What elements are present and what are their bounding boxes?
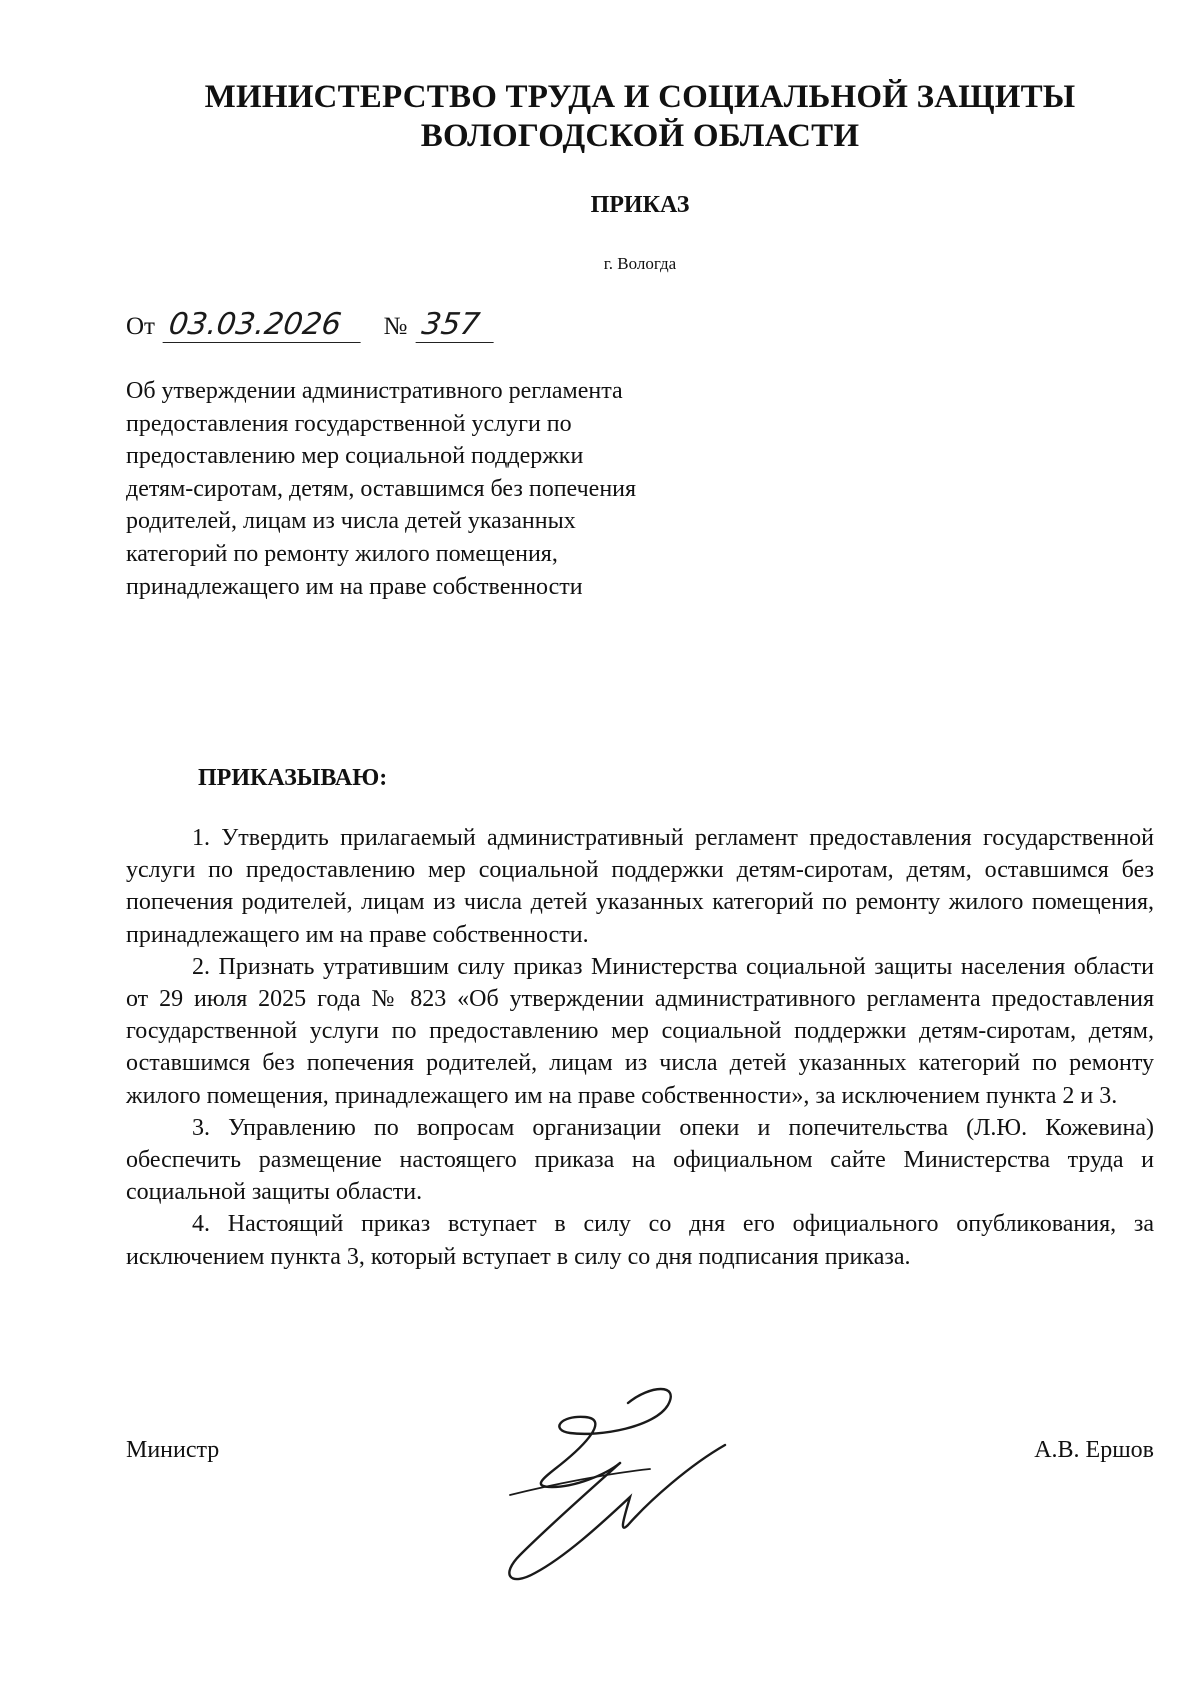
number-prefix: № xyxy=(383,313,408,340)
ministry-title xyxy=(100,78,1180,156)
paragraph-2: 2. Признать утратившим силу приказ Министерства социальной защиты населения области от 29 июля 2025 года № 823 «Об утверждении административного регламента предоставления государственной услуги по предоставлению мер социальной поддержки детям-сиротам, детям, оставшимся без попечения родителей, лицам из числа детей указанных категорий по ремонту жилого помещения, принадлежащего им на праве собственности», за исключением пункта 2 и 3. xyxy=(126,953,1154,1109)
handwritten-date: 03.03.2026 xyxy=(163,308,366,343)
order-subject: Об утверждении административного регламента предоставления государственной услуги по предоставлению мер социальной поддержки детям-сиротам, детям, оставшимся без попечения родителей, лицам из числа детей указанных категорий по ремонту жилого помещения, принадлежащего им на праве собственности xyxy=(126,378,637,600)
document-type: ПРИКАЗ xyxy=(590,192,690,218)
paragraph-1: 1. Утвердить прилагаемый административный регламент предоставления государственной услуги по предоставлению мер социальной поддержки детям-сиротам, детям, оставшимся без попечения родителей, лицам из числа детей указанных категорий по ремонту жилого помещения, принадлежащего им на праве собственности. xyxy=(126,825,1154,948)
handwritten-signature xyxy=(490,1375,740,1595)
order-date-number xyxy=(126,308,496,344)
handwritten-number: 357 xyxy=(415,308,498,343)
signer-position: Министр xyxy=(126,1437,220,1463)
document-city: г. Вологда xyxy=(603,254,677,273)
date-prefix: От xyxy=(126,313,155,340)
ministry-title-line2: ВОЛОГОДСКОЙ ОБЛАСТИ xyxy=(420,118,860,154)
signer-name: А.В. Ершов xyxy=(1034,1437,1154,1463)
paragraph-4: 4. Настоящий приказ вступает в силу со дня его официального опубликования, за исключением пункта 3, который вступает в силу со дня подписания приказа. xyxy=(126,1211,1154,1270)
ministry-title-line1: МИНИСТЕРСТВО ТРУДА И СОЦИАЛЬНОЙ ЗАЩИТЫ xyxy=(204,79,1076,115)
decree-word: ПРИКАЗЫВАЮ: xyxy=(198,765,388,791)
paragraph-3: 3. Управлению по вопросам организации опеки и попечительства (Л.Ю. Кожевина) обеспечить размещение настоящего приказа на официальном сайте Министерства труда и социальной защиты области. xyxy=(126,1114,1154,1206)
order-body xyxy=(126,822,1154,1273)
